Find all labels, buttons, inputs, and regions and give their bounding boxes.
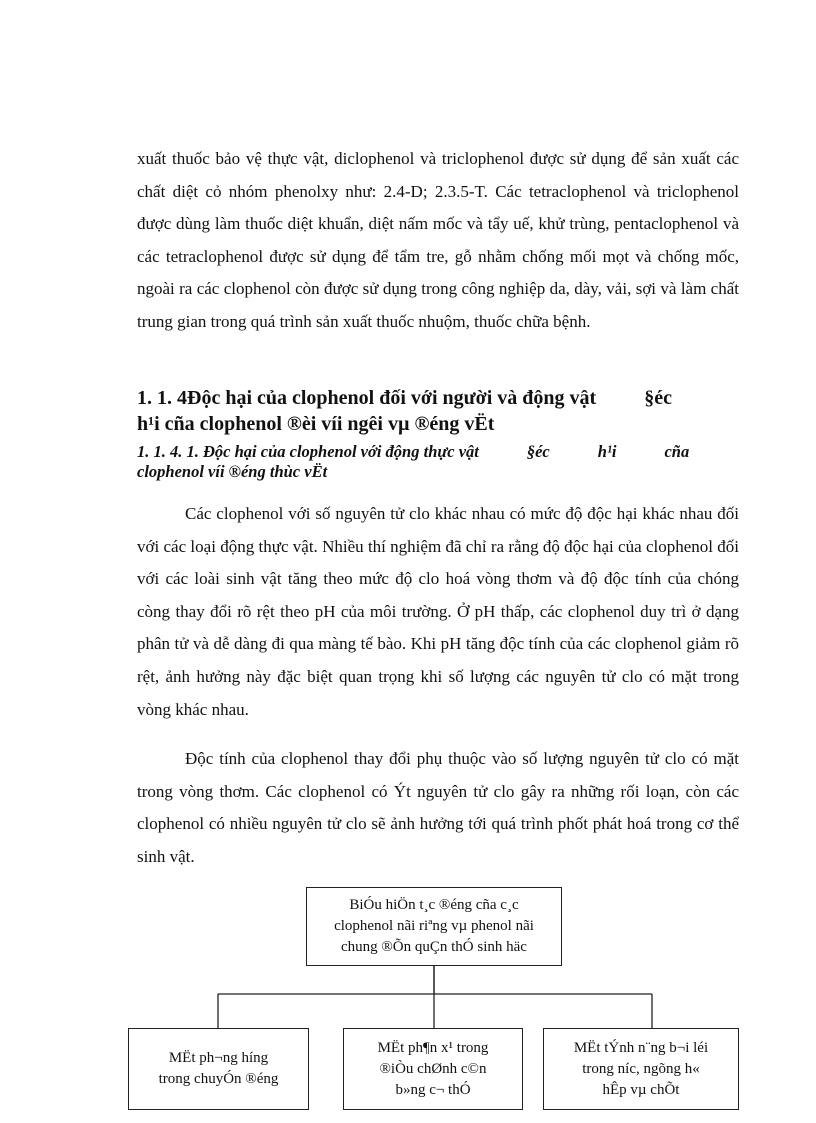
diagram-box-top: [306, 887, 562, 966]
body-paragraph-1: Các clophenol với số nguyên tử clo khác nhau có mức độ độc hại khác nhau đối với các loại động thực vật. Nhiều thí nghiệm đã chỉ ra rằng độ độc hại của clophenol đối với các loài sinh vật tăng theo mức độ clo hoá vòng thơm và độ độc tính của chóng còng thay đổi rõ rệt theo pH của môi trường. Ở pH thấp, các clophenol duy trì ở dạng phân tử và dễ dàng đi qua màng tế bào. Khi pH tăng độc tính của các clophenol giảm rõ rệt, ảnh hưởng này đặc biệt quan trọng khi số lượng các nguyên tử clo có mặt trong vòng khác nhau.: [137, 504, 739, 719]
subsection-heading: [137, 442, 739, 482]
diagram-middle-line2: ®iÒu chØnh c©n: [379, 1060, 487, 1077]
diagram-left-line2: trong chuyÓn ®éng: [158, 1071, 279, 1087]
diagram-box-middle: [343, 1028, 523, 1110]
diagram-top-line3: chung ®Õn quÇn thÓ sinh häc: [341, 939, 527, 955]
subsection-heading-part4: cña: [664, 442, 690, 461]
diagram-top-line1: BiÓu hiÖn t¸c ®éng cña c¸c: [349, 897, 519, 913]
diagram-right-line3: hÊp vµ chÕt: [602, 1081, 680, 1098]
diagram-left-line1: MËt ph¬ng híng: [168, 1050, 269, 1066]
subsection-heading-part5: clophenol víi ®éng thùc vËt: [137, 462, 328, 481]
diagram-right-line2: trong níc, ngõng h«: [582, 1060, 700, 1077]
section-heading: [137, 385, 739, 437]
diagram-box-left: [128, 1028, 309, 1110]
diagram-box-right: [543, 1028, 739, 1110]
body-paragraph-2: Độc tính của clophenol thay đổi phụ thuộc vào số lượng nguyên tử clo có mặt trong vòng thơm. Các clophenol có Ýt nguyên tử clo gây ra những rối loạn, còn các clophenol có nhiều nguyên tử clo sẽ ảnh hưởng tới quá trình phốt phát hoá trong cơ thể sinh vật.: [137, 749, 739, 866]
section-heading-part2: §éc: [644, 387, 672, 409]
section-heading-part3: h¹i cña clophenol ®èi víi ngêi vµ ®éng vËt: [137, 413, 495, 435]
subsection-heading-part2: §éc: [526, 442, 550, 461]
intro-paragraph: xuất thuốc bảo vệ thực vật, diclophenol và triclophenol được sử dụng để sản xuất các chất diệt cỏ nhóm phenolxy như: 2.4-D; 2.3.5-T. Các tetraclophenol và triclophenol được dùng làm thuốc diệt khuẩn, diệt nấm mốc và tẩy uế, khử trùng, pentaclophenol và các tetraclophenol được sử dụng để tẩm tre, gỗ nhằm chống mối mọt và chống mốc, ngoài ra các clophenol còn được sử dụng trong công nghiệp da, dày, vải, sợi và làm chất trung gian trong quá trình sản xuất thuốc nhuộm, thuốc chữa bệnh.: [137, 149, 739, 331]
diagram-right-line1: MËt tÝnh n¨ng b¬i léi: [573, 1039, 709, 1056]
section-heading-part1: 1. 1. 4Độc hại của clophenol đối với người và động vật: [137, 387, 597, 409]
diagram-top-line2: clophenol nãi riªng vµ phenol nãi: [334, 918, 534, 934]
diagram-middle-line1: MËt ph¶n x¹ trong: [377, 1039, 489, 1056]
diagram-middle-line3: b»ng c¬ thÓ: [395, 1081, 471, 1098]
subsection-heading-part1: 1. 1. 4. 1. Độc hại của clophenol với động thực vật: [137, 442, 479, 461]
subsection-heading-part3: h¹i: [597, 442, 617, 461]
